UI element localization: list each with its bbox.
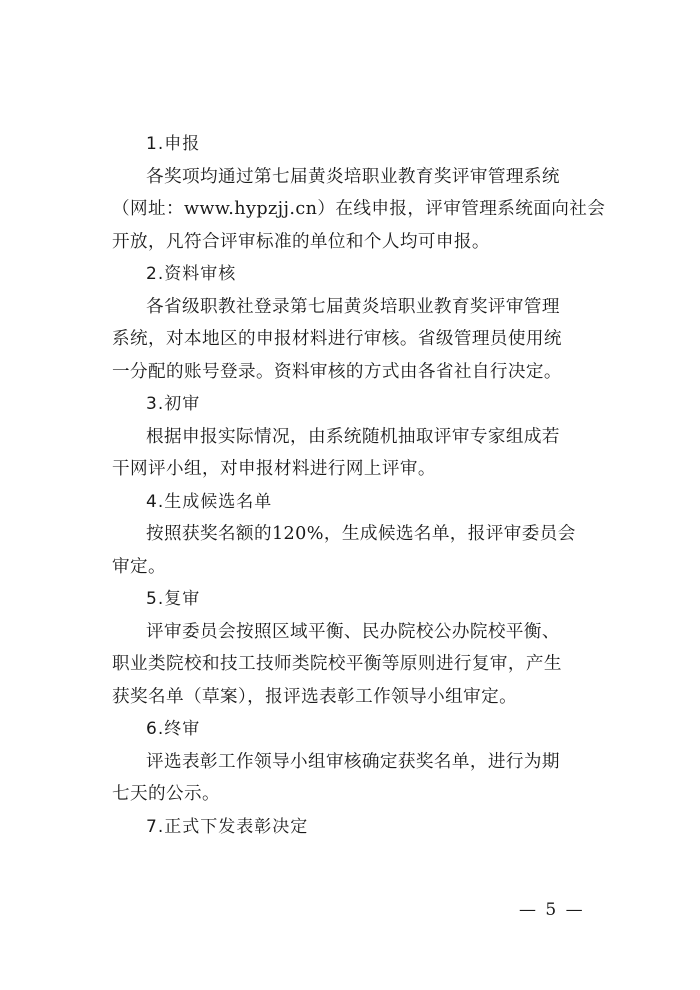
section-heading-5: 5.复审	[146, 589, 201, 609]
paragraph-line: 一分配的账号登录。资料审核的方式由各省社自行决定。	[112, 361, 562, 382]
section-heading-1: 1.申报	[146, 134, 201, 154]
section-paragraph-5	[112, 616, 612, 714]
paragraph-line: 获奖名单（草案），报评选表彰工作领导小组审定。	[112, 686, 518, 707]
paragraph-line: 各省级职教社登录第七届黄炎培职业教育奖评审管理	[146, 296, 560, 317]
paragraph-line: 按照获奖名额的120%，生成候选名单，报评审委员会	[146, 524, 576, 544]
paragraph-line: 七天的公示。	[112, 784, 220, 804]
paragraph-line: （网址：www.hypzjj.cn）在线申报，评审管理系统面向社会	[112, 199, 606, 219]
section-paragraph-1	[112, 161, 612, 259]
section-heading-4: 4.生成候选名单	[146, 491, 273, 512]
section-paragraph-6	[112, 746, 612, 811]
paragraph-line: 系统，对本地区的申报材料进行审核。省级管理员使用统	[112, 329, 562, 349]
section-paragraph-2	[112, 291, 612, 389]
section-heading-7: 7.正式下发表彰决定	[146, 816, 309, 837]
paragraph-line: 职业类院校和技工技师类院校平衡等原则进行复审，产生	[112, 654, 562, 674]
section-heading-3: 3.初审	[146, 394, 201, 414]
section-heading-6: 6.终审	[146, 719, 201, 739]
document-body	[112, 128, 612, 843]
section-heading-2: 2.资料审核	[146, 264, 237, 284]
paragraph-line: 开放，凡符合评审标准的单位和个人均可申报。	[112, 231, 490, 252]
paragraph-line: 干网评小组，对申报材料进行网上评审。	[112, 459, 436, 479]
paragraph-line: 各奖项均通过第七届黄炎培职业教育奖评审管理系统	[146, 166, 560, 187]
section-paragraph-3	[112, 421, 612, 486]
paragraph-line: 评选表彰工作领导小组审核确定获奖名单，进行为期	[146, 751, 560, 772]
paragraph-line: 审定。	[112, 556, 166, 577]
paragraph-line: 根据申报实际情况，由系统随机抽取评审专家组成若	[146, 426, 560, 447]
page-number: — 5 —	[519, 900, 585, 920]
paragraph-line: 评审委员会按照区域平衡、民办院校公办院校平衡、	[146, 621, 560, 642]
section-paragraph-4	[112, 518, 612, 583]
